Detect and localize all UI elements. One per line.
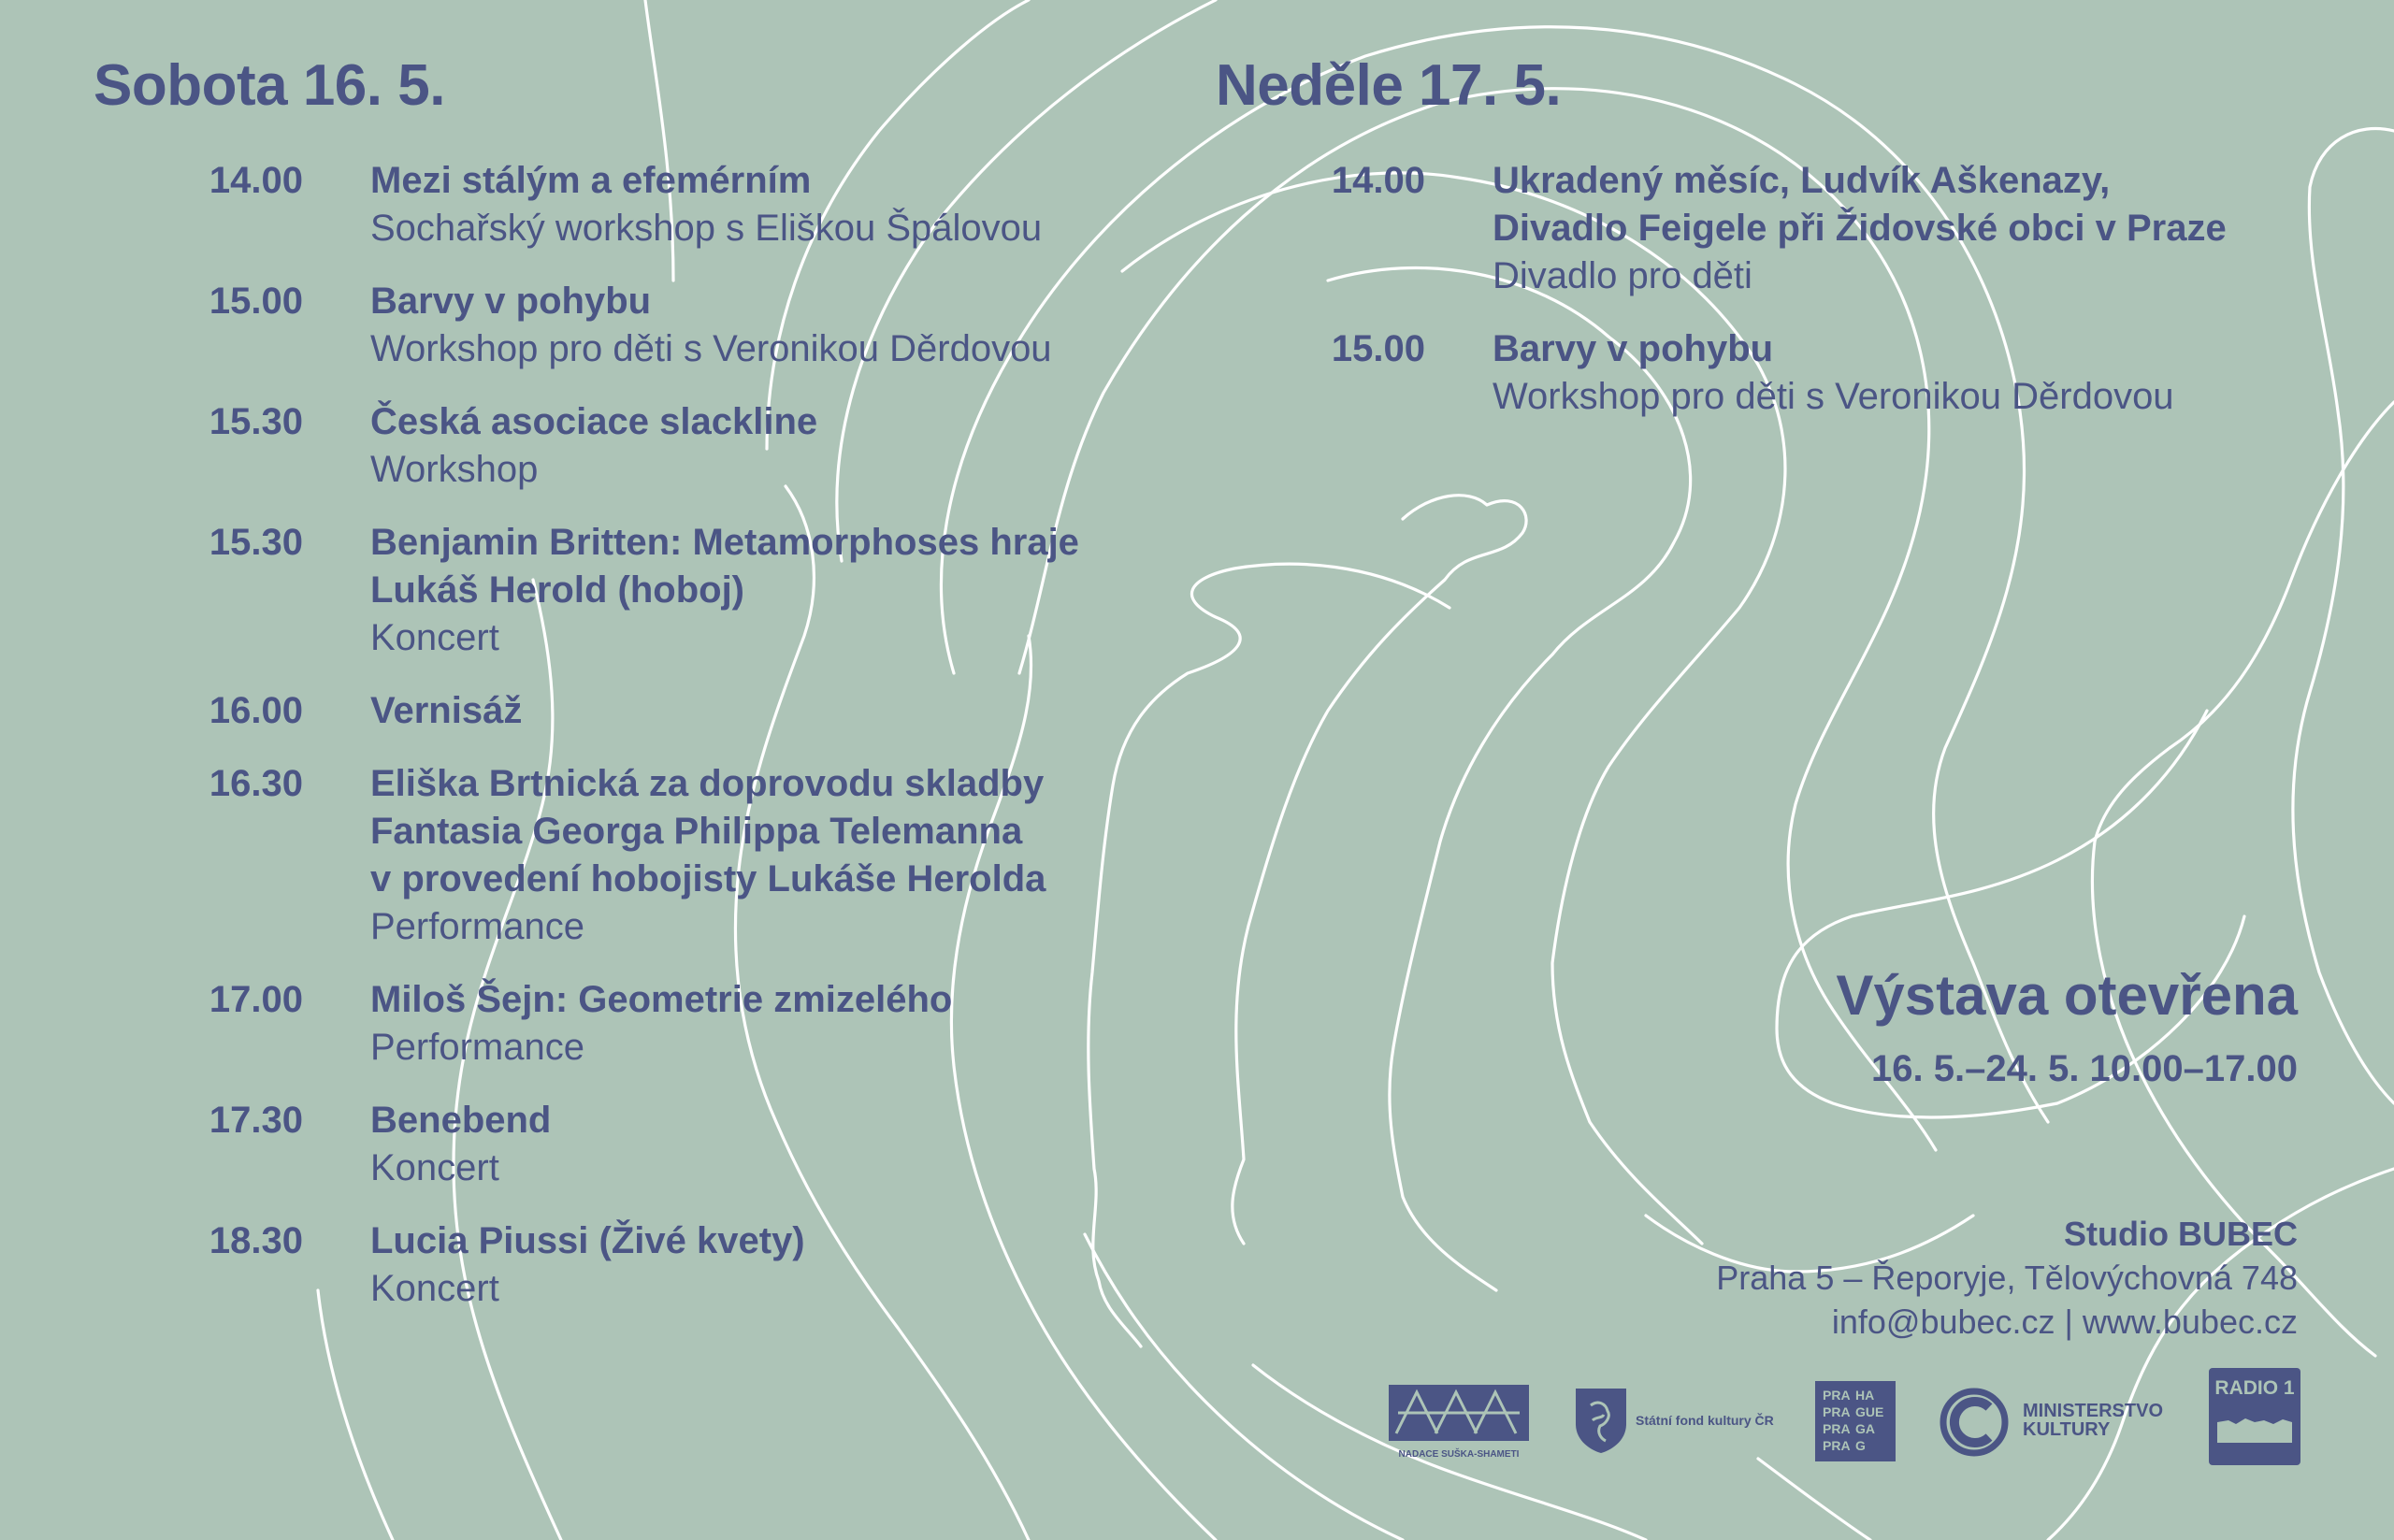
praha-cell: GA bbox=[1855, 1421, 1875, 1436]
exhibition-title: Výstava otevřena bbox=[1836, 964, 2298, 1027]
event-title-line: Vernisáž bbox=[370, 690, 523, 731]
event-time: 17.00 bbox=[209, 979, 303, 1020]
contour-line bbox=[1758, 1459, 1870, 1540]
venue-address: Praha 5 – Řeporyje, Tělovýchovná 748 bbox=[1716, 1259, 2298, 1297]
event-row bbox=[154, 398, 1079, 494]
radio1-label: RADIO 1 bbox=[2214, 1377, 2295, 1399]
event-time: 15.00 bbox=[209, 281, 303, 322]
contour-line bbox=[1089, 564, 1449, 1346]
fond-logo bbox=[1574, 1387, 1789, 1461]
event-title-line: v provedení hobojisty Lukáše Herolda bbox=[370, 858, 1046, 900]
event-time: 15.30 bbox=[209, 522, 303, 563]
event-title-line: Barvy v pohybu bbox=[1493, 328, 1774, 369]
contour-line bbox=[1085, 1234, 1403, 1540]
event-body bbox=[370, 1097, 551, 1192]
event-title-line: Barvy v pohybu bbox=[370, 281, 652, 322]
ministerstvo-line-1: MINISTERSTVO bbox=[2023, 1401, 2164, 1421]
event-time: 16.30 bbox=[209, 763, 303, 804]
event-row bbox=[154, 1097, 1079, 1192]
saturday-schedule bbox=[154, 157, 1079, 1338]
event-time: 14.00 bbox=[209, 160, 303, 201]
event-body bbox=[370, 398, 817, 494]
event-title-line: Ukradený měsíc, Ludvík Aškenazy, bbox=[1493, 160, 2111, 201]
event-title-line: Lucia Piussi (Živé kvety) bbox=[370, 1220, 805, 1261]
event-row bbox=[1276, 325, 2227, 421]
sunday-title: Neděle 17. 5. bbox=[1216, 53, 1562, 118]
radio1-wave-icon bbox=[2217, 1415, 2292, 1448]
nadace-logo bbox=[1389, 1385, 1529, 1460]
event-body bbox=[370, 278, 1052, 373]
praha-cell: HA bbox=[1855, 1388, 1875, 1403]
sponsor-logos bbox=[1389, 1360, 2300, 1468]
event-time: 16.00 bbox=[209, 690, 303, 731]
event-row bbox=[154, 157, 1079, 252]
ministerstvo-c-icon bbox=[1939, 1387, 2010, 1458]
venue-name: Studio BUBEC bbox=[2064, 1215, 2298, 1253]
event-subtitle: Koncert bbox=[370, 1268, 499, 1309]
event-title-line: Eliška Brtnická za doprovodu skladby bbox=[370, 763, 1045, 804]
event-subtitle: Performance bbox=[370, 906, 584, 947]
event-title-line: Fantasia Georga Philippa Telemanna bbox=[370, 811, 1023, 852]
praha-cell: PRA bbox=[1823, 1404, 1851, 1419]
event-subtitle: Workshop pro děti s Veronikou Děrdovou bbox=[370, 328, 1052, 369]
event-title-line: Česká asociace slackline bbox=[370, 401, 818, 442]
contour-line bbox=[1233, 496, 1526, 1244]
ministerstvo-line-2: KULTURY bbox=[2023, 1419, 2111, 1440]
event-time: 14.00 bbox=[1331, 160, 1425, 201]
saturday-title: Sobota 16. 5. bbox=[94, 53, 445, 118]
praha-cell: GUE bbox=[1855, 1404, 1884, 1419]
ministerstvo-label bbox=[2023, 1402, 2163, 1439]
event-row bbox=[154, 760, 1079, 951]
venue-info bbox=[1716, 1212, 2298, 1344]
event-body bbox=[370, 976, 952, 1072]
czech-lion-shield-icon bbox=[1574, 1387, 1628, 1454]
event-time: 15.30 bbox=[209, 401, 303, 442]
event-subtitle: Performance bbox=[370, 1027, 584, 1068]
nadace-label: NADACE SUŠKA-SHAMETI bbox=[1398, 1449, 1520, 1460]
event-body bbox=[1493, 157, 2227, 300]
venue-contact: info@bubec.cz | www.bubec.cz bbox=[1831, 1303, 2298, 1341]
event-body bbox=[1493, 325, 2174, 421]
radio1-logo bbox=[2209, 1368, 2300, 1465]
praha-cell: PRA bbox=[1823, 1388, 1851, 1403]
event-row bbox=[154, 976, 1079, 1072]
event-title-line: Mezi stálým a efemérním bbox=[370, 160, 812, 201]
sunday-schedule bbox=[1276, 157, 2227, 446]
exhibition-hours: 16. 5.–24. 5. 10.00–17.00 bbox=[1871, 1048, 2298, 1089]
praha-cell: PRA bbox=[1823, 1421, 1851, 1436]
event-body bbox=[370, 157, 1042, 252]
contour-line bbox=[2293, 129, 2394, 1104]
event-row bbox=[1276, 157, 2227, 300]
event-subtitle: Koncert bbox=[370, 617, 499, 658]
event-time: 15.00 bbox=[1331, 328, 1425, 369]
praha-cell: G bbox=[1855, 1438, 1866, 1453]
event-body bbox=[370, 687, 522, 735]
event-title-line: Benebend bbox=[370, 1100, 552, 1141]
event-time: 18.30 bbox=[209, 1220, 303, 1261]
event-title-line: Divadlo Feigele při Židovské obci v Praze bbox=[1493, 208, 2227, 249]
nadace-mark-icon bbox=[1389, 1385, 1529, 1441]
event-subtitle: Divadlo pro děti bbox=[1493, 255, 1752, 296]
praha-cell: PRA bbox=[1823, 1438, 1851, 1453]
event-body bbox=[370, 1217, 805, 1313]
event-row bbox=[154, 278, 1079, 373]
event-row bbox=[154, 519, 1079, 662]
event-subtitle: Koncert bbox=[370, 1147, 499, 1188]
praha-logo bbox=[1815, 1381, 1896, 1461]
event-title-line: Lukáš Herold (hoboj) bbox=[370, 569, 744, 611]
event-title-line: Benjamin Britten: Metamorphoses hraje bbox=[370, 522, 1079, 563]
event-body bbox=[370, 760, 1046, 951]
praha-grid bbox=[1815, 1381, 1896, 1460]
event-body bbox=[370, 519, 1079, 662]
event-subtitle: Workshop bbox=[370, 449, 539, 490]
event-time: 17.30 bbox=[209, 1100, 303, 1141]
event-row bbox=[154, 687, 1079, 735]
event-subtitle: Workshop pro děti s Veronikou Děrdovou bbox=[1493, 376, 2174, 417]
ministerstvo-logo bbox=[1939, 1387, 2191, 1461]
fond-label: Státní fond kultury ČR bbox=[1636, 1413, 1774, 1428]
event-title-line: Miloš Šejn: Geometrie zmizelého bbox=[370, 979, 953, 1020]
event-subtitle: Sochařský workshop s Eliškou Špálovou bbox=[370, 208, 1043, 249]
event-row bbox=[154, 1217, 1079, 1313]
